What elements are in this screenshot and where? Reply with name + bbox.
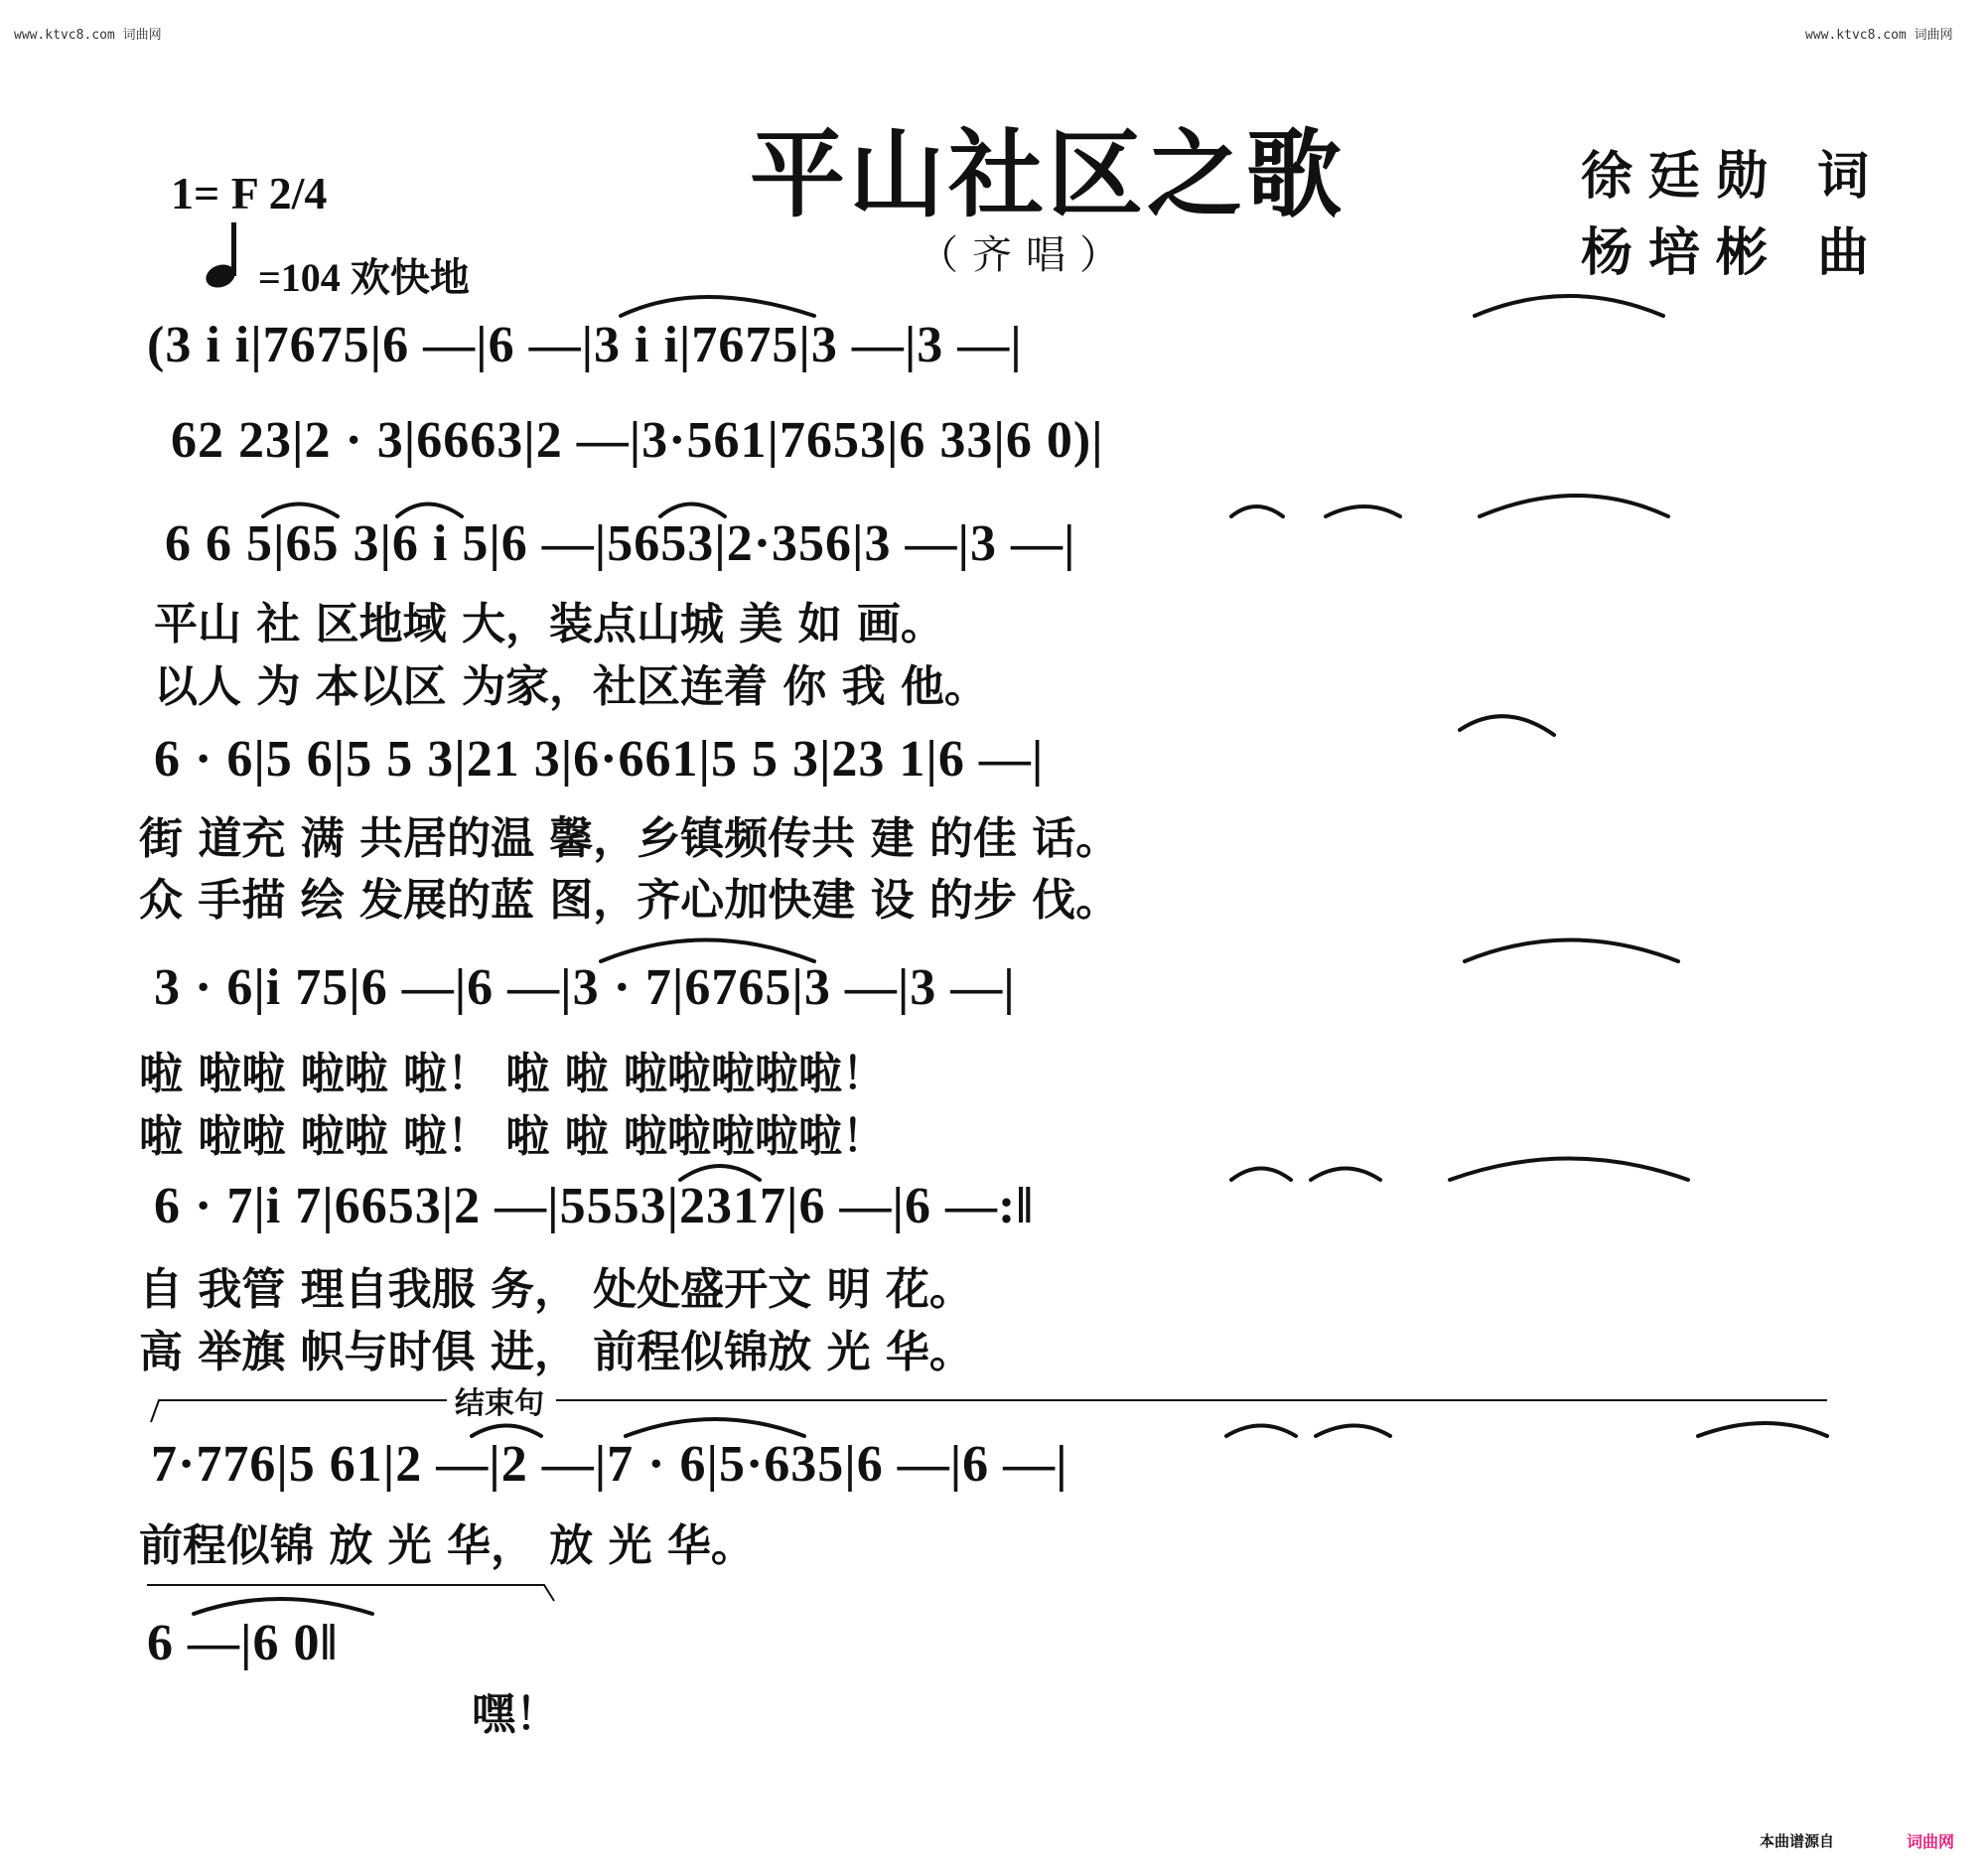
song-subtitle: （齐唱）: [919, 232, 1133, 278]
site-watermark-right: www.ktvc8.com 词曲网: [1805, 28, 1953, 43]
notation-row-6: 6 · 7|i 7|6653|2 —|5553|2317|6 —|6 —:‖: [154, 1178, 1035, 1234]
lyric-row-6-verse-1: 自 我管 理自我服 务， 处处盛开文 明 花。: [139, 1264, 973, 1315]
site-watermark-left: www.ktvc8.com 词曲网: [14, 28, 162, 43]
notation-row-4: 6 · 6|5 6|5 5 3|21 3|6·661|5 5 3|23 1|6 —|: [154, 731, 1045, 788]
lyric-row-5-verse-2: 啦 啦啦 啦啦 啦！ 啦 啦 啦啦啦啦啦！: [139, 1111, 886, 1162]
notation-row-5: 3 · 6|i 75|6 —|6 —|3 · 7|6765|3 —|3 —|: [154, 959, 1016, 1016]
lyric-row-4-verse-2: 众 手描 绘 发展的蓝 图，齐心加快建 设 的步 伐。: [139, 875, 1120, 926]
footer-brand-link[interactable]: 词曲网: [1907, 1832, 1955, 1851]
notation-row-1: (3 i i|7675|6 —|6 —|3 i i|7675|3 —|3 —|: [147, 317, 1023, 373]
notation-row-3: 6 6 5|65 3|6 i 5|6 —|5653|2·356|3 —|3 —|: [165, 515, 1076, 572]
footer-source: 本曲谱源自: [1760, 1832, 1835, 1850]
composer-credit: 杨培彬 曲: [1581, 222, 1886, 283]
lyric-row-3-verse-1: 平山 社 区地域 大，装点山城 美 如 画。: [154, 599, 944, 649]
notation-row-8: 6 —|6 0‖: [147, 1615, 339, 1671]
lyric-row-3-verse-2: 以人 为 本以区 为家，社区连着 你 我 他。: [154, 661, 988, 712]
lyric-row-7: 前程似锦 放 光 华， 放 光 华。: [139, 1520, 755, 1571]
lyric-row-6-verse-2: 高 举旗 帜与时俱 进， 前程似锦放 光 华。: [139, 1327, 973, 1377]
lyric-row-5-verse-1: 啦 啦啦 啦啦 啦！ 啦 啦 啦啦啦啦啦！: [139, 1049, 886, 1099]
tempo-marking: =104 欢快地: [258, 255, 470, 300]
notation-row-7: 7·776|5 61|2 —|2 —|7 · 6|5·635|6 —|6 —|: [151, 1436, 1068, 1493]
key-signature: 1= F 2/4: [171, 168, 328, 218]
notation-row-2: 62 23|2 · 3|6663|2 —|3·561|7653|6 33|6 0)|: [171, 412, 1104, 469]
song-title: 平山社区之歌: [750, 118, 1346, 230]
lyricist-credit: 徐廷勋 词: [1581, 146, 1886, 207]
lyric-row-4-verse-1: 街 道充 满 共居的温 馨，乡镇频传共 建 的佳 话。: [139, 813, 1120, 864]
ending-label: 结束句: [455, 1386, 544, 1421]
lyric-row-8: 嘿！: [472, 1689, 559, 1740]
